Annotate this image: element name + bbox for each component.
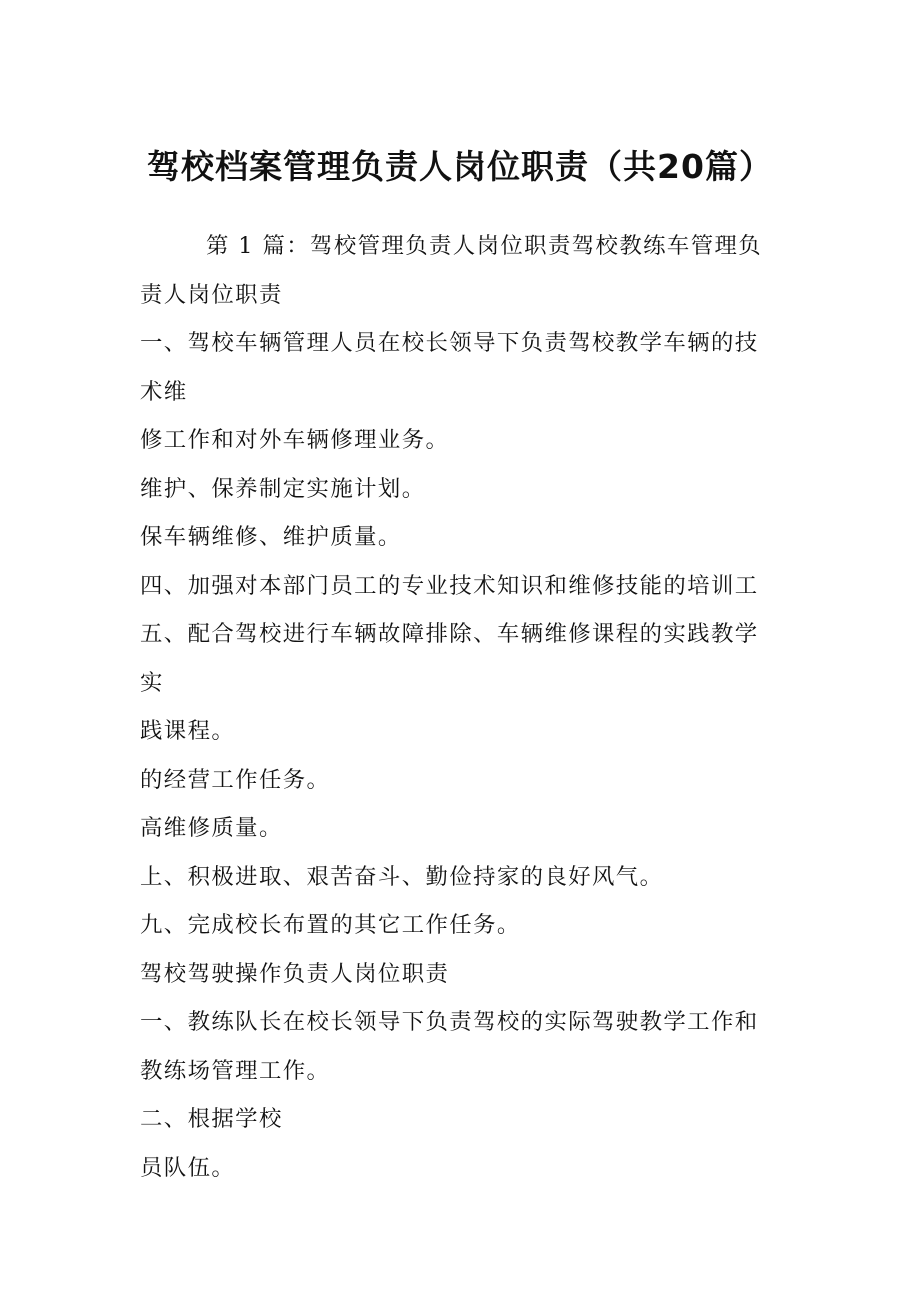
body-line: 员队伍。 [140, 1154, 236, 1181]
body-line: 的经营工作任务。 [140, 766, 331, 793]
body-line: 维护、保养制定实施计划。 [140, 475, 426, 502]
body-line: 践课程。 [140, 718, 236, 744]
body-line: 高维修质量。 [140, 815, 283, 841]
document-body [140, 222, 785, 1192]
document-title: 驾校档案管理负责人岗位职责（共20篇） [147, 147, 773, 186]
body-line: 保车辆维修、维护质量。 [140, 524, 402, 550]
body-line: 五、配合驾校进行车辆故障排除、车辆维修课程的实践教学 [140, 621, 759, 647]
body-line: 一、教练队长在校长领导下负责驾校的实际驾驶教学工作和 [140, 1009, 759, 1035]
body-line: 二、根据学校 [140, 1106, 283, 1132]
body-line: 责人岗位职责 [140, 281, 283, 308]
body-line: 教练场管理工作。 [140, 1057, 331, 1084]
body-line: 第 1 篇：驾校管理负责人岗位职责驾校教练车管理负 [206, 233, 763, 259]
body-line: 四、加强对本部门员工的专业技术知识和维修技能的培训工 [140, 572, 759, 599]
body-line: 实 [140, 669, 164, 696]
body-line: 修工作和对外车辆修理业务。 [140, 427, 450, 453]
body-line: 上、积极进取、艰苦奋斗、勤俭持家的良好风气。 [140, 863, 664, 890]
body-line: 术维 [140, 378, 188, 405]
body-line: 一、驾校车辆管理人员在校长领导下负责驾校教学车辆的技 [140, 330, 759, 356]
body-line: 九、完成校长布置的其它工作任务。 [140, 912, 521, 938]
body-line: 驾校驾驶操作负责人岗位职责 [140, 960, 450, 987]
